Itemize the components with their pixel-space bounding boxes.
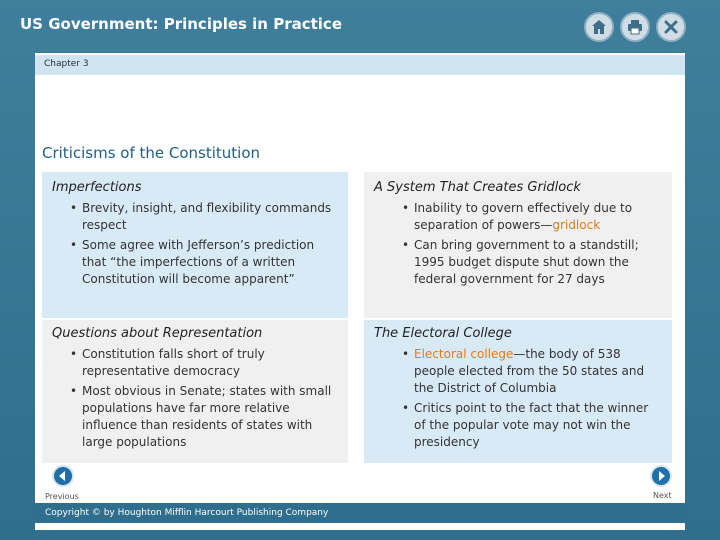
chapter-bar bbox=[35, 55, 685, 75]
course-title: US Government: Principles in Practice bbox=[20, 15, 342, 33]
chapter-label: Chapter 3 bbox=[44, 59, 89, 69]
header-toolbar bbox=[584, 12, 686, 42]
electoral-college-term: Electoral college bbox=[414, 347, 514, 361]
gridlock-term: gridlock bbox=[552, 218, 601, 232]
gridlock-title: A System That Creates Gridlock bbox=[374, 180, 581, 195]
list-item bbox=[374, 346, 662, 397]
list-item: • Brevity, insight, and flexibility commands respect bbox=[52, 200, 338, 234]
next-button[interactable] bbox=[650, 465, 672, 487]
list-item: • Can bring government to a standstill; 1995 budget dispute shut down the federal government for 27 days bbox=[374, 237, 662, 288]
home-icon[interactable] bbox=[584, 12, 614, 42]
list-item: • Some agree with Jefferson’s prediction that “the imperfections of a written Constitution will become apparent” bbox=[52, 237, 338, 288]
electoral-box bbox=[364, 320, 672, 463]
copyright-text: Copyright © by Houghton Mifflin Harcourt Publishing Company bbox=[45, 508, 329, 518]
previous-label[interactable]: Previous bbox=[45, 492, 79, 501]
list-item: • Critics point to the fact that the winner of the popular vote may not win the presidency bbox=[374, 400, 662, 451]
list-item bbox=[374, 200, 662, 234]
electoral-title: The Electoral College bbox=[374, 326, 512, 341]
imperfections-title: Imperfections bbox=[52, 180, 142, 195]
electoral-text: —the body of 538 people elected from the 50 states and the District of Columbia bbox=[414, 347, 645, 395]
gridlock-box bbox=[364, 172, 672, 318]
gridlock-text: Inability to govern effectively due to separation of powers— bbox=[414, 201, 633, 232]
section-title: Criticisms of the Constitution bbox=[42, 144, 261, 162]
arrow-right-icon bbox=[655, 470, 667, 482]
list-item: • Constitution falls short of truly representative democracy bbox=[52, 346, 338, 380]
close-icon[interactable] bbox=[656, 12, 686, 42]
representation-box bbox=[42, 320, 348, 463]
arrow-left-icon bbox=[57, 470, 69, 482]
previous-button[interactable] bbox=[52, 465, 74, 487]
print-icon[interactable] bbox=[620, 12, 650, 42]
representation-title: Questions about Representation bbox=[52, 326, 263, 341]
next-label[interactable]: Next bbox=[653, 491, 672, 500]
list-item: • Most obvious in Senate; states with small populations have far more relative influence than residents of states with large populations bbox=[52, 383, 338, 451]
footer-bar bbox=[35, 503, 685, 523]
imperfections-box bbox=[42, 172, 348, 318]
